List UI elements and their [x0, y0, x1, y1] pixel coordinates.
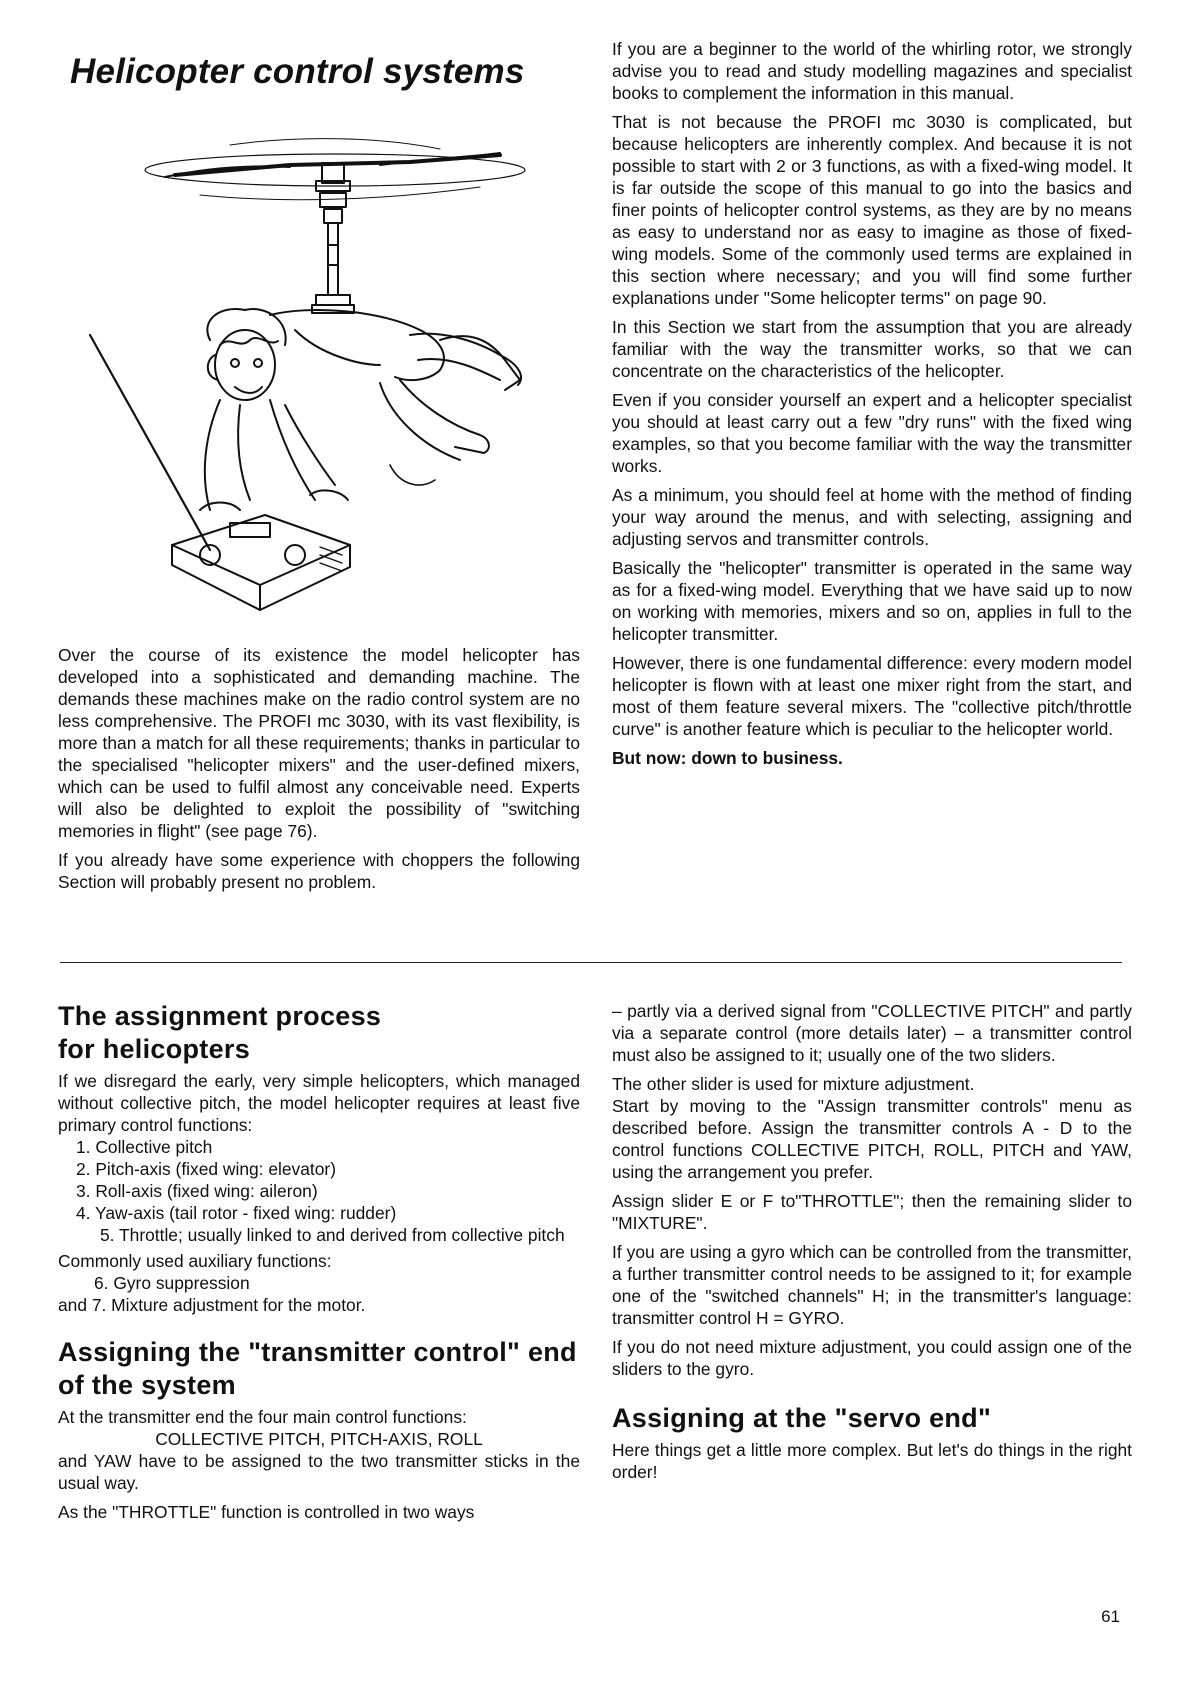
right-paragraph: If you are a beginner to the world of the whirling rotor, we strongly advise you to read and study modelling magazines and specialist books to complement the information in this manual. [612, 39, 1132, 103]
right-paragraph: As a minimum, you should feel at home with the method of finding your way around the menus, and with selecting, assigning and adjusting servos and transmitter controls. [612, 485, 1132, 549]
right-column-top [612, 38, 1132, 776]
right-paragraph: Basically the "helicopter" transmitter is operated in the same way as for a fixed-wing model. Everything that we have said up to now on working with memories, mixers and so on, applies in full to the helicopter transmitter. [612, 558, 1132, 644]
tx-end-functions: COLLECTIVE PITCH, PITCH-AXIS, ROLL [155, 1429, 483, 1449]
tx-end-paragraph: At the transmitter end the four main control functions: [58, 1407, 467, 1427]
list-item: 5. Throttle; usually linked to and derived from collective pitch [100, 1225, 565, 1245]
helicopter-pilot-illustration [80, 115, 570, 625]
tx-end-heading: Assigning the "transmitter control" end of the system [58, 1337, 577, 1400]
section-divider [60, 962, 1122, 963]
function-list [58, 1136, 580, 1246]
tx-end-paragraph: and YAW have to be assigned to the two transmitter sticks in the usual way. [58, 1451, 580, 1493]
aux-item: and 7. Mixture adjustment for the motor. [58, 1295, 366, 1315]
page-title: Helicopter control systems [70, 52, 525, 91]
intro-column [58, 644, 580, 900]
intro-paragraph: Over the course of its existence the model helicopter has developed into a sophisticated and demanding machine. The demands these machines make on the radio control system are no less comprehensive. The PROFI mc 3030, with its vast flexibility, is more than a match for all these requirements; thanks in particular to the specialised "helicopter mixers" and the user-defined mixers, which can be used to fulfil almost any conceivable need. Experts will also be delighted to exploit the possibility of "switching memories in flight" (see page 76). [58, 645, 580, 841]
right-paragraph: In this Section we start from the assumption that you are already familiar with the way the transmitter works, so that we can concentrate on the characteristics of the helicopter. [612, 317, 1132, 381]
intro-paragraph: If you already have some experience with choppers the following Section will probably present no problem. [58, 850, 580, 892]
bottom-right-paragraph: The other slider is used for mixture adjustment. [612, 1074, 975, 1094]
aux-intro: Commonly used auxiliary functions: [58, 1251, 332, 1271]
list-item: 1. Collective pitch [76, 1137, 213, 1157]
servo-end-paragraph: Here things get a little more complex. But let's do things in the right order! [612, 1440, 1132, 1482]
list-item: 3. Roll-axis (fixed wing: aileron) [76, 1181, 318, 1201]
assignment-column [58, 1000, 580, 1530]
assignment-paragraph: If we disregard the early, very simple helicopters, which managed without collective pitch, the model helicopter requires at least five primary control functions: [58, 1071, 580, 1135]
bottom-right-column [612, 1000, 1132, 1490]
list-item: 2. Pitch-axis (fixed wing: elevator) [76, 1159, 336, 1179]
right-paragraph: Even if you consider yourself an expert and a helicopter specialist you should at least carry out a few "dry runs" with the fixed wing examples, so that you become familiar with the way the transmitter works. [612, 390, 1132, 476]
servo-end-heading: Assigning at the "servo end" [612, 1403, 992, 1433]
aux-item: 6. Gyro suppression [94, 1273, 250, 1293]
bottom-right-paragraph: Assign slider E or F to"THROTTLE"; then the remaining slider to "MIXTURE". [612, 1191, 1132, 1233]
tx-end-paragraph: As the "THROTTLE" function is controlled in two ways [58, 1502, 475, 1522]
right-paragraph-bold: But now: down to business. [612, 748, 843, 768]
bottom-right-paragraph: Start by moving to the "Assign transmitter controls" menu as described before. Assign the transmitter controls A - D to the control functions COLLECTIVE PITCH, ROLL, PITCH and YAW, using the arrangement you prefer. [612, 1096, 1132, 1182]
right-paragraph: That is not because the PROFI mc 3030 is complicated, but because helicopters are inherently complex. And because it is not possible to start with 2 or 3 functions, as with a fixed-wing model. It is far outside the scope of this manual to go into the basics and finer points of helicopter control systems, as they are by no means as easy to understand nor as easy to imagine as those of fixed-wing models. Some of the commonly used terms are explained in this section where necessary; and you will find some further explanations under "Some helicopter terms" on page 90. [612, 112, 1132, 308]
bottom-right-paragraph: – partly via a derived signal from "COLLECTIVE PITCH" and partly via a separate control (more details later) – a transmitter control must also be assigned to it; usually one of the two sliders. [612, 1001, 1132, 1065]
list-item: 4. Yaw-axis (tail rotor - fixed wing: rudder) [76, 1203, 397, 1223]
right-paragraph: However, there is one fundamental difference: every modern model helicopter is flown with at least one mixer right from the start, and most of them feature several mixers. The "collective pitch/throttle curve" is another feature which is peculiar to the helicopter world. [612, 653, 1132, 739]
assignment-heading: The assignment process for helicopters [58, 1001, 382, 1064]
page-number: 61 [1101, 1607, 1120, 1626]
bottom-right-paragraph: If you are using a gyro which can be controlled from the transmitter, a further transmitter control needs to be assigned to it; for example one of the "switched channels" H; in the transmitter's language: transmitter control H = GYRO. [612, 1242, 1132, 1328]
bottom-right-paragraph: If you do not need mixture adjustment, you could assign one of the sliders to the gyro. [612, 1337, 1132, 1379]
